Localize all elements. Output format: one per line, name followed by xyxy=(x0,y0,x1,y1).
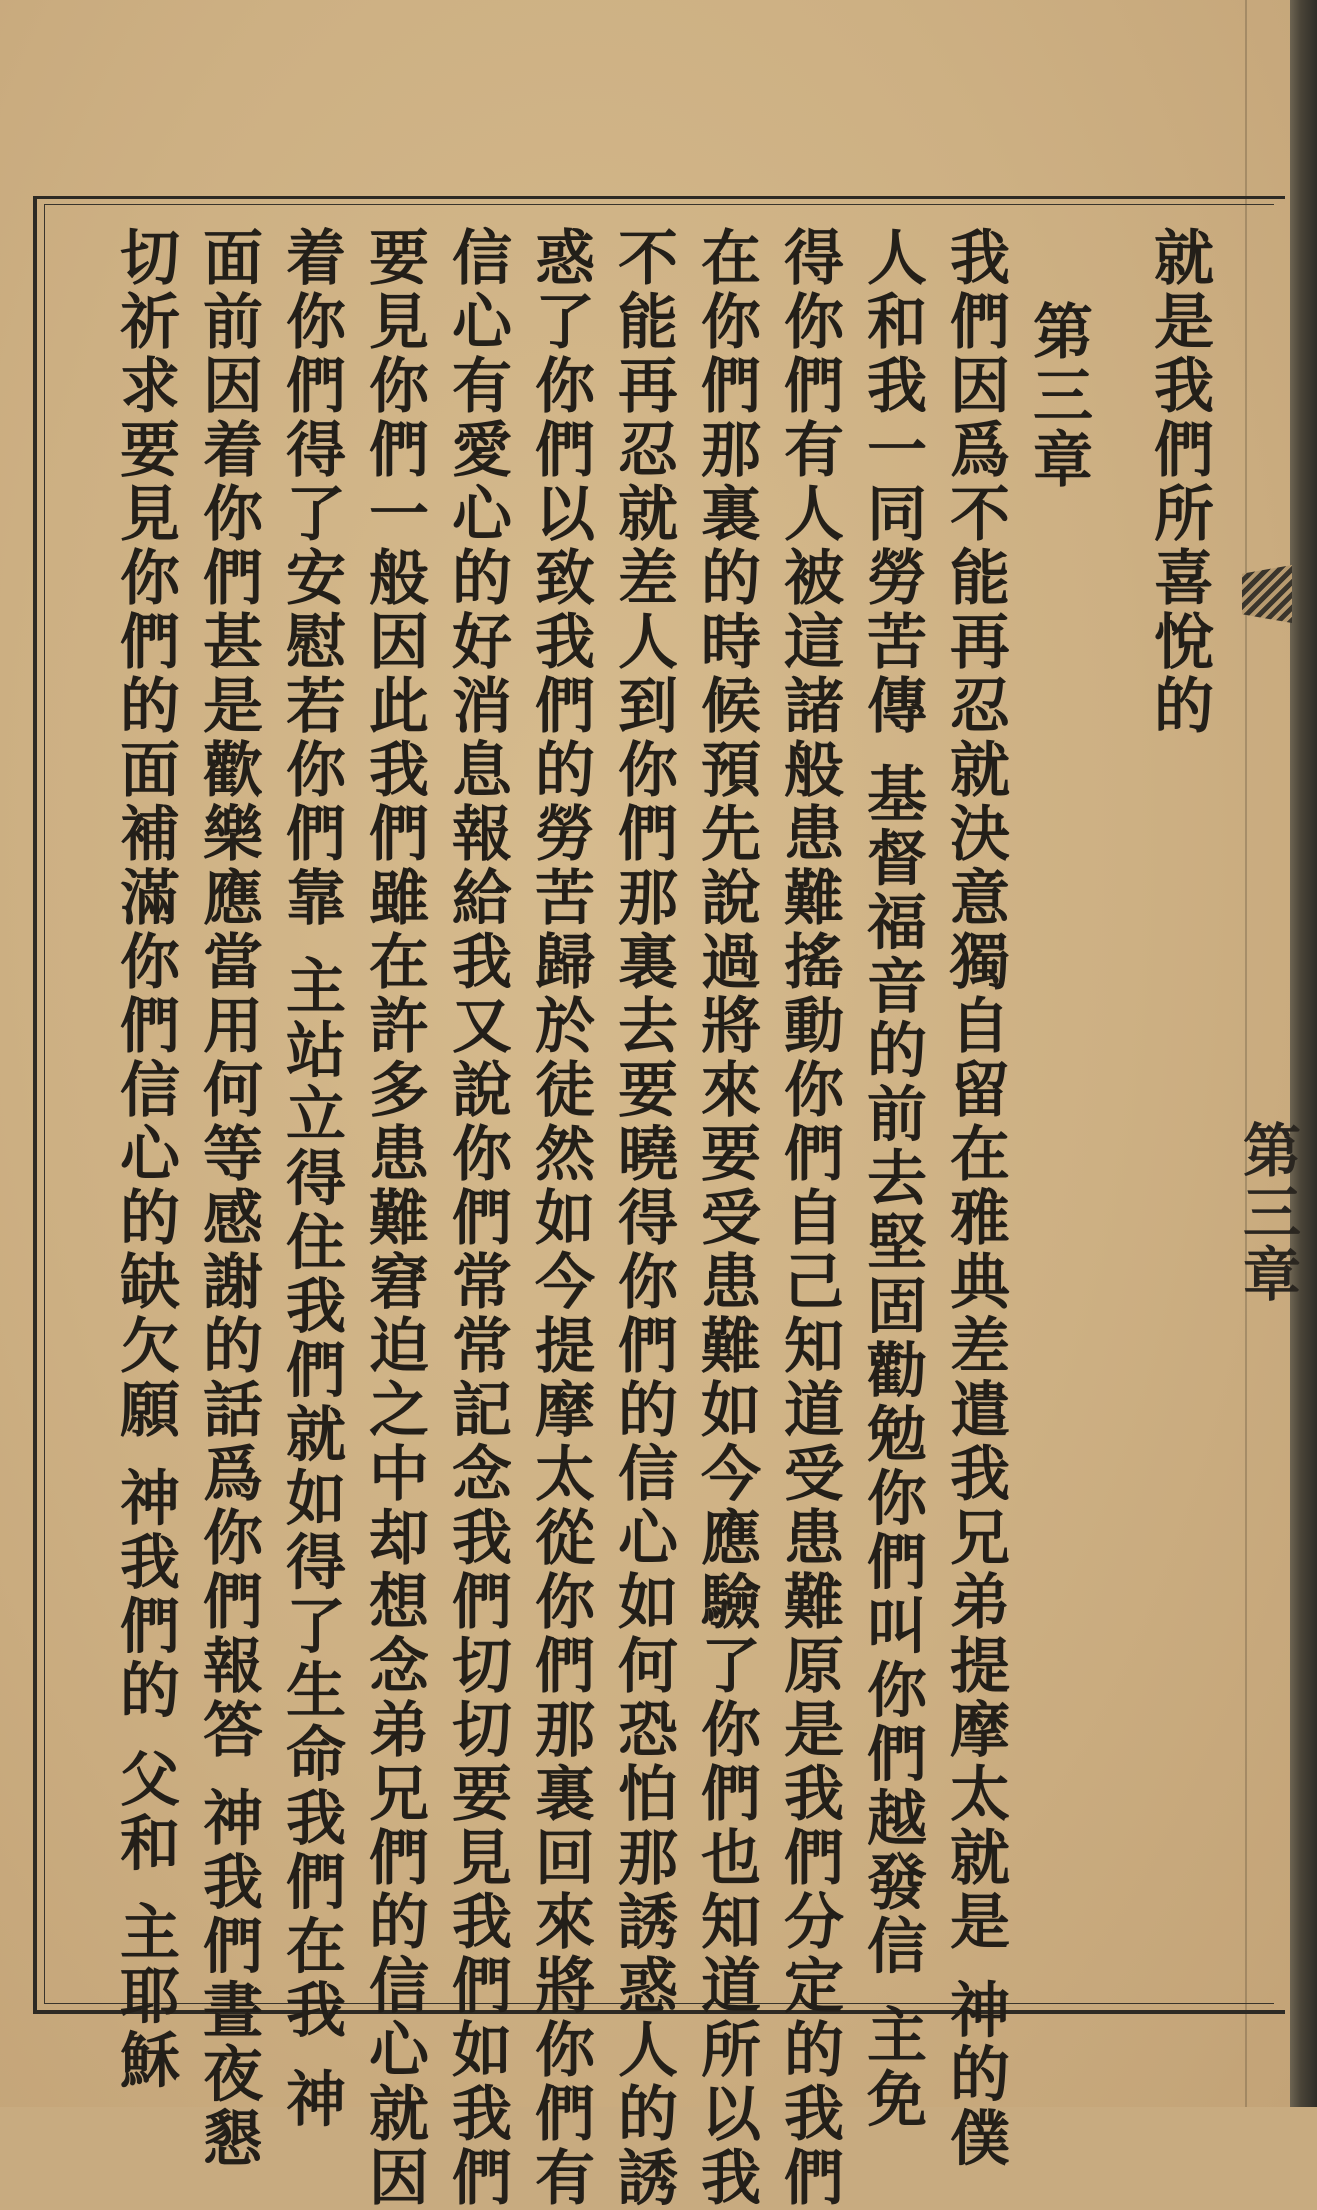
text-column-5: 得你們有人被這諸般患難搖動你們自己知道受患難原是我們分定的我們 xyxy=(774,226,844,2210)
text-column-8: 惑了你們以致我們的勞苦歸於徒然如今提摩太從你們那裏回來將你們有 xyxy=(525,226,595,2210)
margin-chapter-label: 第三章 xyxy=(1233,1120,1301,1306)
text-column-10: 要見你們一般因此我們雖在許多患難窘迫之中却想念弟兄們的信心就因 xyxy=(359,226,429,2210)
text-column-11: 着你們得了安慰若你們靠 主站立得住我們就如得了生命我們在我 神 xyxy=(276,226,346,2132)
chapter-heading: 第三章 xyxy=(1023,300,1093,492)
text-column-13: 切祈求要見你們的面補滿你們信心的缺欠願 神我們的 父和 主耶穌 xyxy=(110,226,180,2093)
text-column-7: 不能再忍就差人到你們那裏去要曉得你們的信心如何恐怕那誘惑人的誘 xyxy=(608,226,678,2210)
text-column-4: 人和我一同勞苦傳 基督福音的前去堅固勸勉你們叫你們越發信 主免 xyxy=(857,226,927,2132)
text-column-12: 面前因着你們甚是歡樂應當用何等感謝的話爲你們報答 神我們晝夜懇 xyxy=(193,226,263,2171)
text-column-9: 信心有愛心的好消息報給我又說你們常常記念我們切切要見我們如我們 xyxy=(442,226,512,2210)
text-column-1: 就是我們所喜悅的 xyxy=(1144,226,1214,738)
text-column-6: 在你們那裏的時候預先說過將來要受患難如今應驗了你們也知道所以我 xyxy=(691,226,761,2210)
book-spine xyxy=(1290,0,1317,2107)
text-column-3: 我們因爲不能再忍就決意獨自留在雅典差遣我兄弟提摩太就是 神的僕 xyxy=(940,226,1010,2171)
